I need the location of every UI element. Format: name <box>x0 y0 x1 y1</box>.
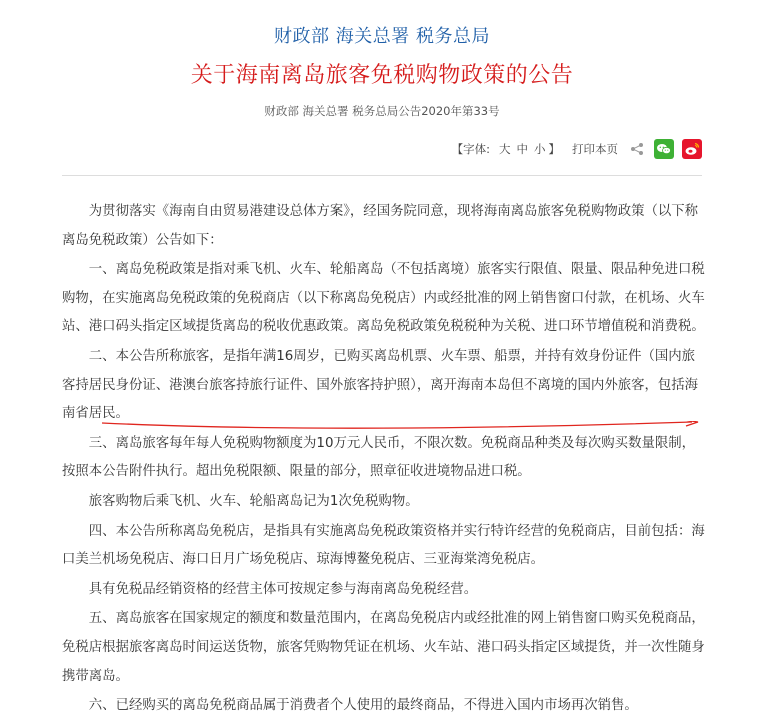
header-divider <box>62 175 702 176</box>
font-size-small-button[interactable]: 小 <box>534 142 546 156</box>
body-paragraph-2: 二、本公告所称旅客，是指年满16周岁，已购买离岛机票、火车票、船票，并持有效身份证件（国内旅客持居民身份证、港澳台旅客持旅行证件、国外旅客持护照），离开海南本岛但不离境的国内外旅客，包括海南省居民。 <box>62 348 699 422</box>
body-paragraph-4: 四、本公告所称离岛免税店，是指具有实施离岛免税政策资格并实行特许经营的免税商店，目前包括：海口美兰机场免税店、海口日月广场免税店、琼海博鳌免税店、三亚海棠湾免税店。 <box>62 523 705 568</box>
article-toolbar <box>452 138 702 160</box>
font-size-medium-button[interactable]: 中 <box>516 142 528 156</box>
font-size-label: 【字体: <box>451 142 490 156</box>
article-body <box>62 198 707 722</box>
red-underline-annotation <box>102 421 702 433</box>
document-number: 财政部 海关总署 税务总局公告2020年第33号 <box>264 104 500 118</box>
body-paragraph-1: 一、离岛免税政策是指对乘飞机、火车、轮船离岛（不包括离境）旅客实行限值、限量、限品种免进口税购物，在实施离岛免税政策的免税商店（以下称离岛免税店）内或经批准的网上销售窗口付款，在机场、火车站、港口码头指定区域提货离岛的税收优惠政策。离岛免税政策免税税种为关税、进口环节增值税和消费税。 <box>62 262 705 335</box>
body-paragraph-4-note: 具有免税品经销资格的经营主体可按规定参与海南离岛免税经营。 <box>88 581 478 597</box>
body-paragraph-6: 六、已经购买的离岛免税商品属于消费者个人使用的最终商品，不得进入国内市场再次销售。 <box>88 698 638 714</box>
print-button[interactable]: 打印本页 <box>572 142 618 156</box>
body-paragraph-3: 三、离岛旅客每年每人免税购物额度为10万元人民币，不限次数。免税商品种类及每次购买数量限制，按照本公告附件执行。超出免税限额、限量的部分，照章征收进境物品进口税。 <box>62 435 696 480</box>
body-paragraph-intro: 为贯彻落实《海南自由贸易港建设总体方案》，经国务院同意，现将海南离岛旅客免税购物政策（以下称离岛免税政策）公告如下： <box>62 204 699 248</box>
wechat-icon[interactable] <box>654 139 674 159</box>
weibo-icon[interactable] <box>682 139 702 159</box>
body-paragraph-5: 五、离岛旅客在国家规定的额度和数量范围内，在离岛免税店内或经批准的网上销售窗口购买免税商品，免税店根据旅客离岛时间运送货物，旅客凭购物凭证在机场、火车站、港口码头指定区域提货，并一次性随身携带离岛。 <box>62 611 705 684</box>
font-size-large-button[interactable]: 大 <box>499 142 511 156</box>
article-title: 关于海南离岛旅客免税购物政策的公告 <box>190 63 574 88</box>
body-paragraph-3-note: 旅客购物后乘飞机、火车、轮船离岛记为1次免税购物。 <box>88 493 419 509</box>
font-size-bracket: 】 <box>548 142 560 156</box>
issuer-line: 财政部 海关总署 税务总局 <box>274 26 490 47</box>
share-icon[interactable] <box>630 142 644 156</box>
